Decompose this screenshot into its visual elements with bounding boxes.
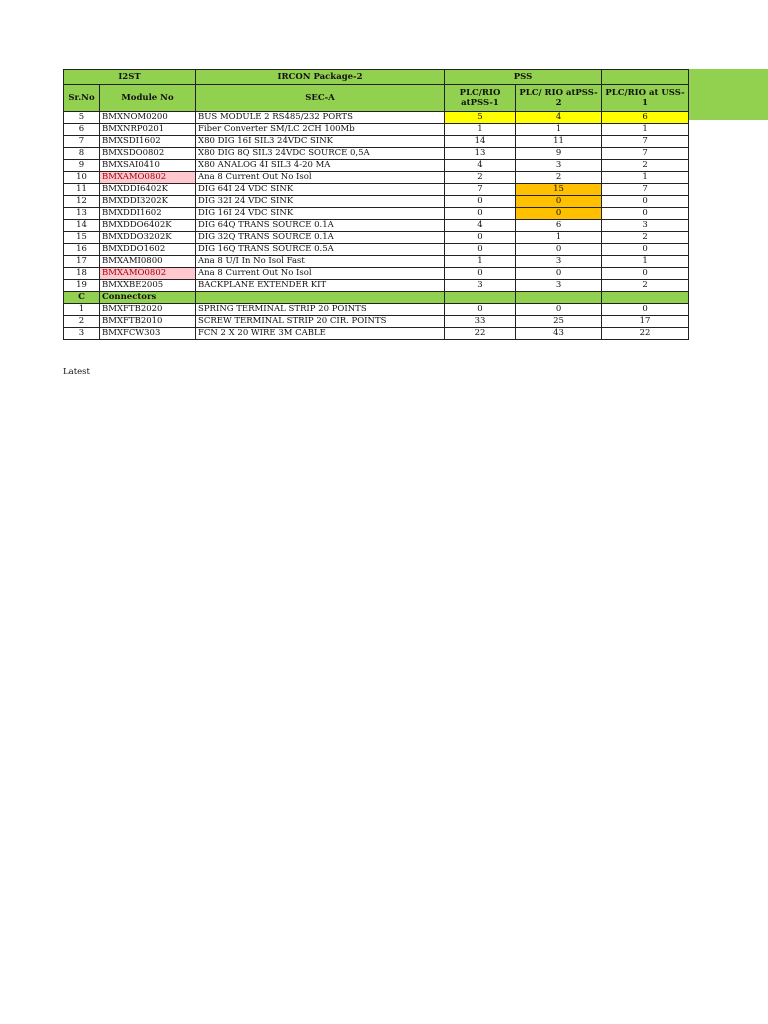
cell-pss2[interactable]: 43 xyxy=(516,328,602,340)
cell-pss2[interactable]: 0 xyxy=(516,196,602,208)
cell-desc[interactable]: DIG 64Q TRANS SOURCE 0.1A xyxy=(196,220,445,232)
cell-desc[interactable]: SPRING TERMINAL STRIP 20 POINTS xyxy=(196,304,445,316)
cell-pss2[interactable]: 1 xyxy=(516,124,602,136)
cell-uss1[interactable]: 0 xyxy=(602,196,689,208)
cell-module[interactable]: BMXNRP0201 xyxy=(100,124,196,136)
cell-pss1[interactable]: 3 xyxy=(445,280,516,292)
cell-desc[interactable]: DIG 16I 24 VDC SINK xyxy=(196,208,445,220)
cell-srno[interactable]: 10 xyxy=(64,172,100,184)
cell-desc[interactable]: DIG 32I 24 VDC SINK xyxy=(196,196,445,208)
header-i2st[interactable]: I2ST xyxy=(64,70,196,85)
table-row xyxy=(64,316,689,328)
cell-desc[interactable]: Fiber Converter SM/LC 2CH 100Mb xyxy=(196,124,445,136)
header-row-2 xyxy=(64,85,689,112)
cell-pss2[interactable]: 3 xyxy=(516,280,602,292)
cell-srno[interactable]: 13 xyxy=(64,208,100,220)
cell-pss1[interactable]: 0 xyxy=(445,208,516,220)
cell-module[interactable]: BMXFTB2020 xyxy=(100,304,196,316)
cell-pss1[interactable]: 5 xyxy=(445,112,516,124)
cell-desc[interactable]: BUS MODULE 2 RS485/232 PORTS xyxy=(196,112,445,124)
table-row xyxy=(64,304,689,316)
cell-srno[interactable]: 17 xyxy=(64,256,100,268)
cell-uss1[interactable]: 7 xyxy=(602,184,689,196)
cell-srno[interactable]: 18 xyxy=(64,268,100,280)
cell-srno[interactable]: 3 xyxy=(64,328,100,340)
cell-uss1[interactable]: 22 xyxy=(602,328,689,340)
cell-desc[interactable]: DIG 16Q TRANS SOURCE 0.5A xyxy=(196,244,445,256)
cell-pss2[interactable]: 11 xyxy=(516,136,602,148)
header-uss1[interactable]: PLC/RIO at USS-1 xyxy=(602,85,689,112)
cell-desc[interactable]: Ana 8 Current Out No Isol xyxy=(196,172,445,184)
cell-pss1[interactable]: 4 xyxy=(445,220,516,232)
cell-pss1[interactable]: 7 xyxy=(445,184,516,196)
table-row xyxy=(64,112,689,124)
cell-srno[interactable]: 14 xyxy=(64,220,100,232)
cell-pss2[interactable]: 9 xyxy=(516,148,602,160)
cell-pss2[interactable]: 25 xyxy=(516,316,602,328)
cell-module[interactable]: BMXDDO3202K xyxy=(100,232,196,244)
spreadsheet xyxy=(63,69,768,340)
cell-module[interactable]: BMXFCW303 xyxy=(100,328,196,340)
cell-pss1[interactable]: 1 xyxy=(445,124,516,136)
cell-srno[interactable]: 11 xyxy=(64,184,100,196)
cell-uss1[interactable]: 7 xyxy=(602,148,689,160)
section-empty-cell[interactable] xyxy=(196,292,445,304)
cell-pss1[interactable]: 0 xyxy=(445,268,516,280)
cell-desc[interactable]: Ana 8 Current Out No Isol xyxy=(196,268,445,280)
cell-module[interactable]: BMXDDO1602 xyxy=(100,244,196,256)
cell-uss1[interactable]: 3 xyxy=(602,220,689,232)
cell-module[interactable]: BMXSDO0802 xyxy=(100,148,196,160)
cell-pss2[interactable]: 0 xyxy=(516,268,602,280)
section-empty-cell[interactable] xyxy=(445,292,516,304)
cell-module[interactable]: BMXAMO0802 xyxy=(100,172,196,184)
cell-srno[interactable]: 1 xyxy=(64,304,100,316)
table-row xyxy=(64,136,689,148)
table-row xyxy=(64,172,689,184)
cell-module[interactable]: BMXNOM0200 xyxy=(100,112,196,124)
cell-srno[interactable]: 15 xyxy=(64,232,100,244)
cell-uss1[interactable]: 1 xyxy=(602,172,689,184)
cell-desc[interactable]: BACKPLANE EXTENDER KIT xyxy=(196,280,445,292)
cell-srno[interactable]: 19 xyxy=(64,280,100,292)
table-row xyxy=(64,256,689,268)
header-pss2[interactable]: PLC/ RIO atPSS-2 xyxy=(516,85,602,112)
cell-uss1[interactable]: 17 xyxy=(602,316,689,328)
table-row xyxy=(64,196,689,208)
header-srno[interactable]: Sr.No xyxy=(64,85,100,112)
section-letter[interactable]: C xyxy=(64,292,100,304)
cell-uss1[interactable]: 2 xyxy=(602,232,689,244)
footer-note[interactable]: Latest xyxy=(63,367,90,377)
cell-desc[interactable]: X80 ANALOG 4I SIL3 4-20 MA xyxy=(196,160,445,172)
cell-pss2[interactable]: 0 xyxy=(516,244,602,256)
cell-uss1[interactable]: 6 xyxy=(602,112,689,124)
cell-pss1[interactable]: 0 xyxy=(445,304,516,316)
header-row-1 xyxy=(64,70,689,85)
cell-uss1[interactable]: 1 xyxy=(602,256,689,268)
cell-module[interactable]: BMXDDI6402K xyxy=(100,184,196,196)
cell-module[interactable]: BMXAMO0802 xyxy=(100,268,196,280)
cell-pss1[interactable]: 0 xyxy=(445,244,516,256)
cell-module[interactable]: BMXDDI3202K xyxy=(100,196,196,208)
section-empty-cell[interactable] xyxy=(602,292,689,304)
section-row xyxy=(64,292,689,304)
cell-srno[interactable]: 16 xyxy=(64,244,100,256)
table-row xyxy=(64,184,689,196)
table-row xyxy=(64,148,689,160)
cell-pss1[interactable]: 2 xyxy=(445,172,516,184)
table-row xyxy=(64,208,689,220)
cell-srno[interactable]: 7 xyxy=(64,136,100,148)
cell-desc[interactable]: Ana 8 U/I In No Isol Fast xyxy=(196,256,445,268)
cell-module[interactable]: BMXAMI0800 xyxy=(100,256,196,268)
cell-pss2[interactable]: 0 xyxy=(516,304,602,316)
cell-desc[interactable]: DIG 32Q TRANS SOURCE 0.1A xyxy=(196,232,445,244)
cell-pss1[interactable]: 0 xyxy=(445,196,516,208)
cell-pss1[interactable]: 4 xyxy=(445,160,516,172)
table-row xyxy=(64,328,689,340)
cell-pss1[interactable]: 13 xyxy=(445,148,516,160)
cell-uss1[interactable]: 0 xyxy=(602,268,689,280)
cell-module[interactable]: BMXSDI1602 xyxy=(100,136,196,148)
cell-module[interactable]: BMXXBE2005 xyxy=(100,280,196,292)
cell-uss1[interactable]: 0 xyxy=(602,208,689,220)
cell-pss1[interactable]: 0 xyxy=(445,232,516,244)
cell-pss2[interactable]: 3 xyxy=(516,256,602,268)
table-row xyxy=(64,220,689,232)
table-row xyxy=(64,268,689,280)
cell-pss2[interactable]: 1 xyxy=(516,232,602,244)
cell-desc[interactable]: DIG 64I 24 VDC SINK xyxy=(196,184,445,196)
cell-desc[interactable]: X80 DIG 16I SIL3 24VDC SINK xyxy=(196,136,445,148)
cell-srno[interactable]: 6 xyxy=(64,124,100,136)
header-pss1[interactable]: PLC/RIO atPSS-1 xyxy=(445,85,516,112)
cell-pss2[interactable]: 4 xyxy=(516,112,602,124)
cell-pss2[interactable]: 2 xyxy=(516,172,602,184)
cell-srno[interactable]: 5 xyxy=(64,112,100,124)
cell-pss2[interactable]: 3 xyxy=(516,160,602,172)
cell-desc[interactable]: X80 DIG 8Q SIL3 24VDC SOURCE 0,5A xyxy=(196,148,445,160)
cell-module[interactable]: BMXSAI0410 xyxy=(100,160,196,172)
header-blank[interactable] xyxy=(602,70,689,85)
cell-pss1[interactable]: 22 xyxy=(445,328,516,340)
header-pss[interactable]: PSS xyxy=(445,70,602,85)
table-row xyxy=(64,160,689,172)
table-body xyxy=(64,112,689,340)
table-row xyxy=(64,124,689,136)
cell-srno[interactable]: 9 xyxy=(64,160,100,172)
section-label[interactable]: Connectors xyxy=(100,292,196,304)
cell-module[interactable]: BMXFTB2010 xyxy=(100,316,196,328)
cell-pss1[interactable]: 14 xyxy=(445,136,516,148)
cell-pss2[interactable]: 6 xyxy=(516,220,602,232)
cell-pss1[interactable]: 33 xyxy=(445,316,516,328)
module-table xyxy=(63,69,689,340)
cell-uss1[interactable]: 0 xyxy=(602,244,689,256)
cell-uss1[interactable]: 0 xyxy=(602,304,689,316)
table-row xyxy=(64,232,689,244)
cell-module[interactable]: BMXDDO6402K xyxy=(100,220,196,232)
cell-srno[interactable]: 8 xyxy=(64,148,100,160)
cell-uss1[interactable]: 2 xyxy=(602,280,689,292)
cell-pss2[interactable]: 15 xyxy=(516,184,602,196)
cell-desc[interactable]: SCREW TERMINAL STRIP 20 CIR. POINTS xyxy=(196,316,445,328)
cell-module[interactable]: BMXDDI1602 xyxy=(100,208,196,220)
cell-uss1[interactable]: 1 xyxy=(602,124,689,136)
header-sec[interactable]: SEC-A xyxy=(196,85,445,112)
header-module[interactable]: Module No xyxy=(100,85,196,112)
cell-pss2[interactable]: 0 xyxy=(516,208,602,220)
section-empty-cell[interactable] xyxy=(516,292,602,304)
cell-desc[interactable]: FCN 2 X 20 WIRE 3M CABLE xyxy=(196,328,445,340)
table-row xyxy=(64,280,689,292)
cell-pss1[interactable]: 1 xyxy=(445,256,516,268)
cell-srno[interactable]: 12 xyxy=(64,196,100,208)
header-package[interactable]: IRCON Package-2 xyxy=(196,70,445,85)
cell-uss1[interactable]: 7 xyxy=(602,136,689,148)
table-row xyxy=(64,244,689,256)
cell-uss1[interactable]: 2 xyxy=(602,160,689,172)
cell-srno[interactable]: 2 xyxy=(64,316,100,328)
